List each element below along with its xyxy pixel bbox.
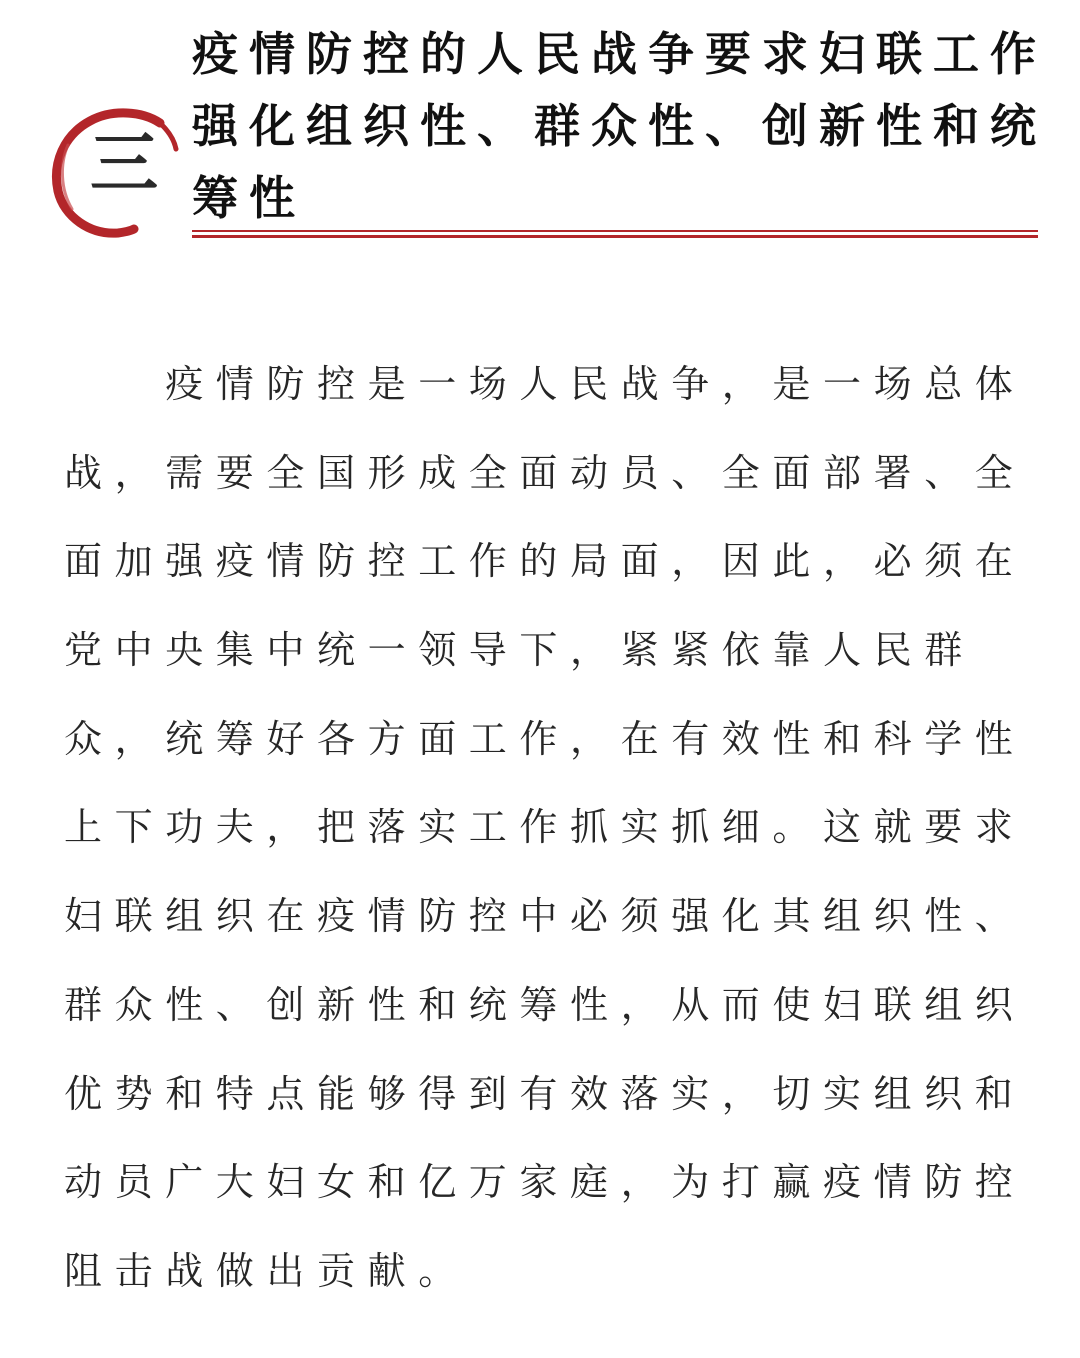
body-line-4: 党中央集中统一领导下，紧紧依靠人民群 [64,628,975,673]
section-header [0,0,1080,250]
section-title-line-3: 筹性 [192,171,306,225]
body-line-7: 妇联组织在疫情防控中必须强化其组织性、 [64,894,1026,939]
section-title-line-2: 强化组织性、群众性、创新性和统 [192,99,1047,153]
body-line-3: 面加强疫情防控工作的局面，因此，必须在 [64,539,1026,584]
title-divider-thick [192,235,1038,238]
section-numeral: 三 [89,125,158,204]
title-divider-thin [192,230,1038,232]
body-line-11: 阻击战做出贡献。 [64,1248,469,1293]
body-paragraph [64,340,1024,1316]
section-title-line-1: 疫情防控的人民战争要求妇联工作 [192,27,1047,81]
numeral-badge [50,105,185,240]
section-title [192,18,1047,234]
body-line-5: 众，统筹好各方面工作，在有效性和科学性 [64,716,1026,761]
body-line-10: 动员广大妇女和亿万家庭，为打赢疫情防控 [64,1160,1026,1205]
body-line-8: 群众性、创新性和统筹性，从而使妇联组织 [64,982,1026,1027]
body-line-9: 优势和特点能够得到有效落实，切实组织和 [64,1071,1026,1116]
body-line-1: 疫情防控是一场人民战争，是一场总体 [64,362,1026,406]
body-line-6: 上下功夫，把落实工作抓实抓细。这就要求 [64,805,1026,850]
body-line-2: 战，需要全国形成全面动员、全面部署、全 [64,450,1026,495]
title-divider [192,230,1038,238]
